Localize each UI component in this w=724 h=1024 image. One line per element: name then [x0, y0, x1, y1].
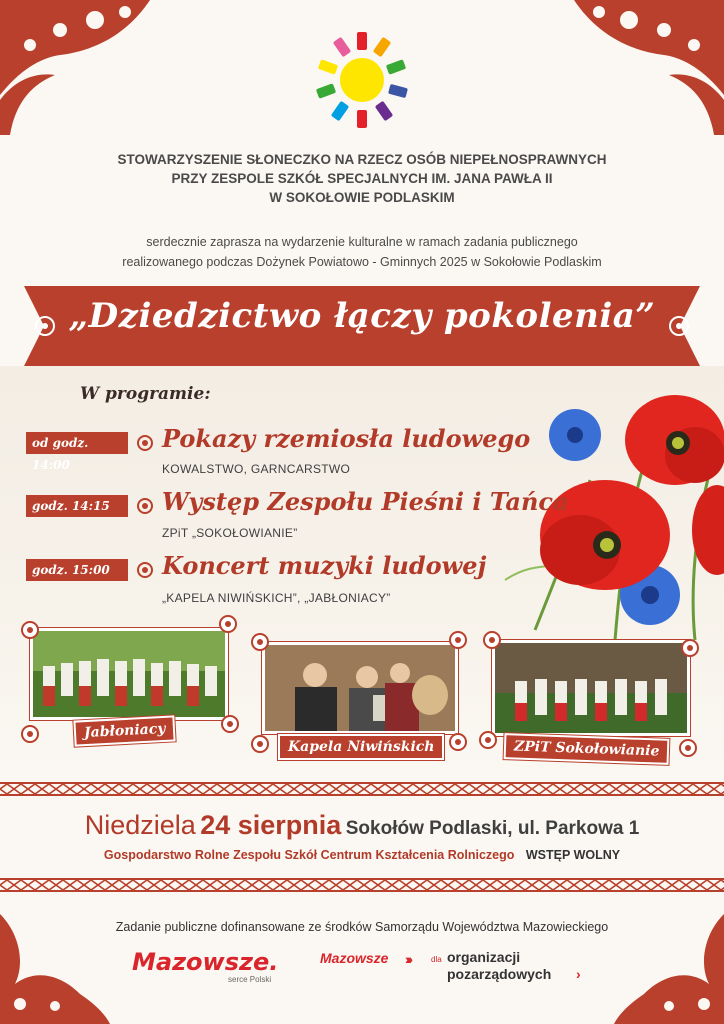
- invitation-text: [0, 232, 724, 272]
- program-heading: W programie:: [80, 384, 211, 404]
- band-photo-illustration: [265, 645, 458, 734]
- rosette-icon: [250, 632, 270, 652]
- photo-caption-2: Kapela Niwińskich: [278, 734, 444, 760]
- invite-line-2: realizowanego podczas Dożynek Powiatowo - Gminnych 2025 w Sokołowie Podlaskim: [122, 255, 602, 269]
- ngo-logo-dla: dla: [431, 955, 442, 964]
- photo-jabloniacy: [30, 628, 228, 720]
- venue-line: [0, 848, 724, 862]
- rosette-icon: [448, 630, 468, 650]
- photo-caption-3: ZPiT Sokołowianie: [504, 733, 670, 765]
- flower-bullet-icon: [136, 561, 154, 579]
- rosette-icon: [220, 714, 240, 734]
- corner-ornament-top-left: [0, 0, 160, 140]
- ngo-logo-line-1: organizacji: [447, 949, 521, 965]
- org-line-2: PRZY ZESPOLE SZKÓŁ SPECJALNYCH IM. JANA PAWŁA II: [171, 171, 553, 186]
- org-line-1: STOWARZYSZENIE SŁONECZKO NA RZECZ OSÓB NIEPEŁNOSPRAWNYCH: [117, 152, 607, 167]
- rosette-icon: [482, 630, 502, 650]
- photo-caption-1: Jabłoniacy: [73, 715, 176, 746]
- flower-bullet-icon: [136, 434, 154, 452]
- chevron-right-icon: ›: [576, 966, 581, 982]
- rosette-icon: [680, 638, 700, 658]
- rosette-icon: [678, 738, 698, 758]
- rosette-icon: [478, 730, 498, 750]
- org-line-3: W SOKOŁOWIE PODLASKIM: [269, 190, 455, 205]
- photo-zpit-sokolowianie: [492, 640, 690, 736]
- program-item-title-1: Pokazy rzemiosła ludowego: [162, 424, 531, 453]
- program-item-subtitle-3: „KAPELA NIWIŃSKICH”, „JABŁONIACY”: [162, 591, 391, 605]
- chevrons-icon: ›››: [405, 951, 410, 967]
- ngo-logo-line-2: pozarządowych: [447, 966, 552, 982]
- entry-info: WSTĘP WOLNY: [525, 848, 621, 862]
- event-weekday: Niedziela: [84, 810, 196, 840]
- time-tag-2: godz. 14:15: [26, 495, 128, 517]
- program-item-title-2: Występ Zespołu Pieśni i Tańca: [162, 487, 569, 516]
- dance-group-photo-illustration: [495, 643, 690, 736]
- photo-kapela-niwinskich: [262, 642, 458, 734]
- rosette-icon: [20, 724, 40, 744]
- sun-logo-icon: [305, 28, 420, 133]
- event-date-line: [0, 810, 724, 841]
- mazowsze-logo: Mazowsze.: [132, 948, 279, 976]
- event-day: 24 sierpnia: [200, 810, 342, 840]
- ngo-logo-brand: Mazowsze: [320, 950, 389, 966]
- mazowsze-tagline: serce Polski: [228, 975, 272, 984]
- flower-bullet-icon: [136, 497, 154, 515]
- program-item-subtitle-2: ZPiT „SOKOŁOWIANIE”: [162, 526, 298, 540]
- rosette-icon: [218, 614, 238, 634]
- invite-line-1: serdecznie zaprasza na wydarzenie kulturalne w ramach zadania publicznego: [146, 235, 578, 249]
- venue-name: Gospodarstwo Rolne Zespołu Szkół Centrum Kształcenia Rolniczego: [103, 848, 515, 862]
- organization-name: [0, 150, 724, 207]
- time-tag-1: od godz. 14:00: [26, 432, 128, 454]
- rosette-icon: [448, 732, 468, 752]
- corner-ornament-top-right: [564, 0, 724, 140]
- corner-ornament-bottom-right: [604, 894, 724, 1024]
- corner-ornament-bottom-left: [0, 894, 120, 1024]
- ornament-stripe-top: [0, 782, 724, 796]
- program-item-subtitle-1: KOWALSTWO, GARNCARSTWO: [162, 462, 351, 476]
- event-place: Sokołów Podlaski, ul. Parkowa 1: [345, 818, 640, 839]
- time-tag-3: godz. 15:00: [26, 559, 128, 581]
- group-photo-illustration: [33, 631, 228, 720]
- rosette-icon: [20, 620, 40, 640]
- event-title: „Dziedzictwo łączy pokolenia”: [68, 296, 656, 336]
- funding-note: Zadanie publiczne dofinansowane ze środków Samorządu Województwa Mazowieckiego: [115, 920, 609, 934]
- program-item-title-3: Koncert muzyki ludowej: [162, 551, 487, 580]
- rosette-icon: [250, 734, 270, 754]
- ornament-stripe-bottom: [0, 878, 724, 892]
